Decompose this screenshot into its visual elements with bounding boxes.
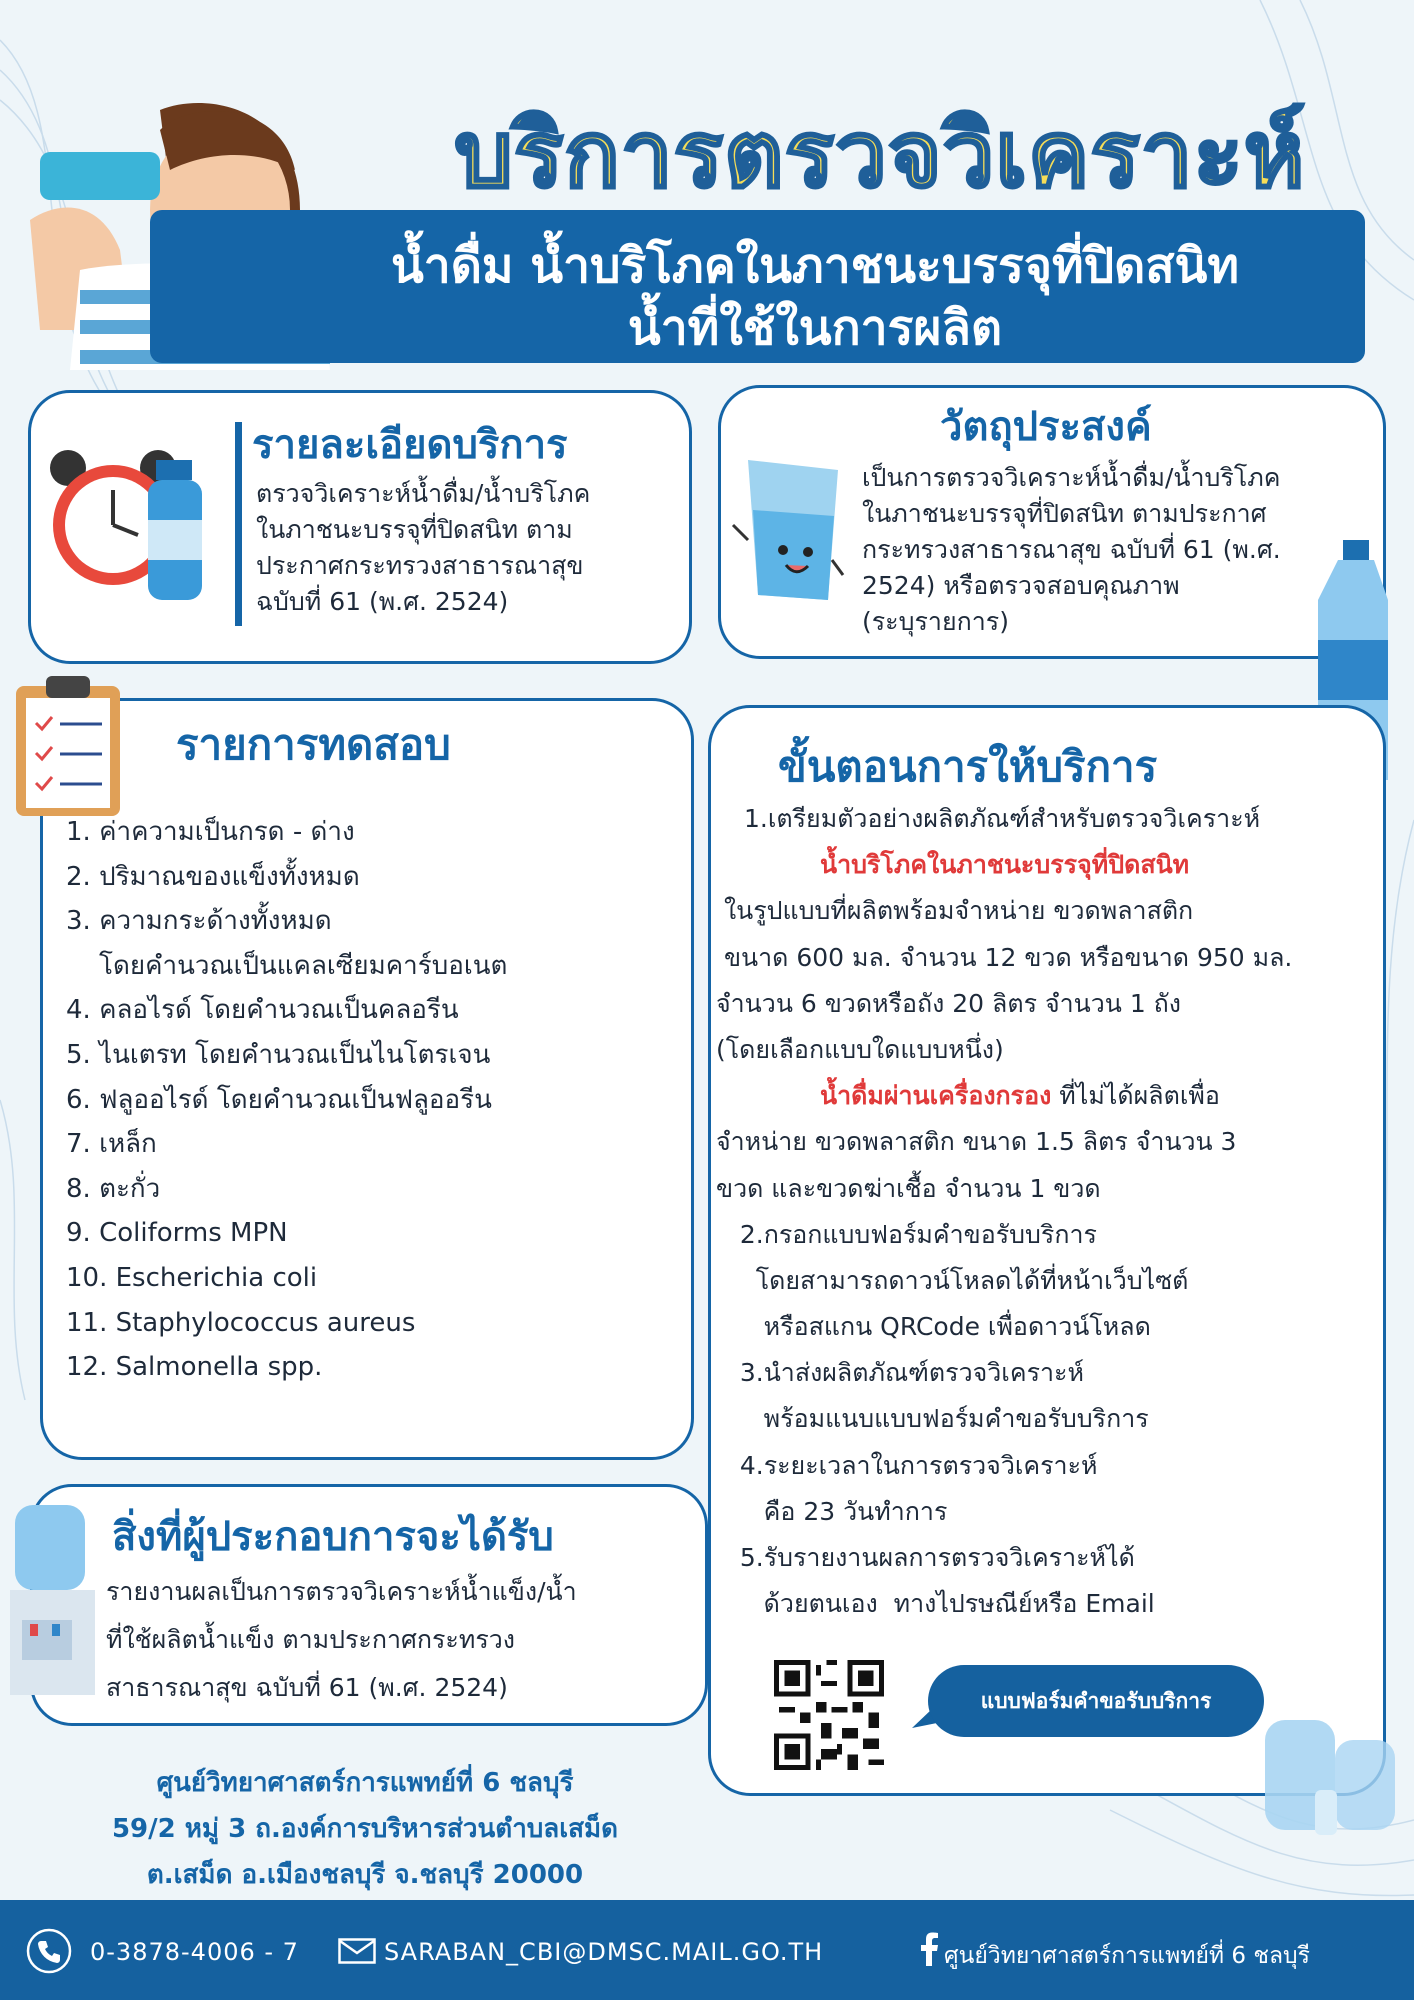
- phone-number[interactable]: 0-3878-4006 - 7: [90, 1938, 299, 1966]
- test-item: 8. ตะกั่ว: [66, 1173, 161, 1204]
- service-details-line: ฉบับที่ 61 (พ.ศ. 2524): [256, 587, 509, 616]
- test-item: 4. คลอไรด์ โดยคำนวณเป็นคลอรีน: [66, 995, 459, 1026]
- test-item: 2. ปริมาณของแข็งทั้งหมด: [66, 861, 360, 892]
- procedure-line: ในรูปแบบที่ผลิตพร้อมจำหน่าย ขวดพลาสติก: [716, 896, 1194, 926]
- test-item: 1. ค่าความเป็นกรด - ด่าง: [66, 817, 355, 847]
- address-line-2: 59/2 หมู่ 3 ถ.องค์การบริหารส่วนตำบลเสม็ด: [111, 1814, 619, 1844]
- procedure-line: จำนวน 6 ขวดหรือถัง 20 ลิตร จำนวน 1 ถัง: [716, 988, 1182, 1018]
- receive-line: ที่ใช้ผลิตน้ำแข็ง ตามประกาศกระทรวง: [106, 1625, 516, 1654]
- receive-line: สาธารณาสุข ฉบับที่ 61 (พ.ศ. 2524): [106, 1673, 508, 1702]
- procedure-line: 4.ระยะเวลาในการตรวจวิเคราะห์: [716, 1450, 1098, 1480]
- procedure-line: จำหน่าย ขวดพลาสติก ขนาด 1.5 ลิตร จำนวน 3: [716, 1127, 1237, 1157]
- test-item: 7. เหล็ก: [66, 1129, 157, 1160]
- procedure-line: ที่ไม่ได้ผลิตเพื่อ: [1051, 1081, 1220, 1111]
- mail-icon: [338, 1938, 376, 1964]
- service-details-title: รายละเอียดบริการ: [252, 422, 568, 468]
- procedure-line: ขนาด 600 มล. จำนวน 12 ขวด หรือขนาด 950 มล.: [716, 942, 1293, 972]
- receive-line: รายงานผลเป็นการตรวจวิเคราะห์น้ำแข็ง/น้ำ: [106, 1577, 577, 1606]
- test-item: 6. ฟลูออไรด์ โดยคำนวณเป็นฟลูออรีน: [66, 1084, 492, 1115]
- facebook-link[interactable]: ศูนย์วิทยาศาสตร์การแพทย์ที่ 6 ชลบุรี: [944, 1943, 1311, 1969]
- procedure-line: พร้อมแนบแบบฟอร์มคำขอรับบริการ: [716, 1404, 1149, 1434]
- phone-icon: [26, 1928, 72, 1974]
- test-item: 11. Staphylococcus aureus: [66, 1307, 416, 1338]
- objective-line: เป็นการตรวจวิเคราะห์น้ำดื่ม/น้ำบริโภค: [862, 463, 1281, 492]
- water-glass-mascot-icon: [728, 450, 848, 620]
- email-link[interactable]: SARABAN_CBI@DMSC.MAIL.GO.TH: [384, 1938, 824, 1966]
- service-details-line: ประกาศกระทรวงสาธารณาสุข: [256, 551, 584, 580]
- subtitle-line-2: น้ำที่ใช้ในการผลิต: [627, 300, 1003, 356]
- receive-title: สิ่งที่ผู้ประกอบการจะได้รับ: [112, 1514, 554, 1560]
- procedure-line: 5.รับรายงานผลการตรวจวิเคราะห์ได้: [716, 1543, 1135, 1572]
- test-item: 9. Coliforms MPN: [66, 1218, 288, 1249]
- procedure-line: 2.กรอกแบบฟอร์มคำขอรับบริการ: [716, 1219, 1097, 1249]
- procedure-line: โดยสามารถดาวน์โหลดได้ที่หน้าเว็บไซต์: [716, 1265, 1189, 1295]
- address-line-3: ต.เสม็ด อ.เมืองชลบุรี จ.ชลบุรี 20000: [146, 1860, 584, 1890]
- procedure-line: ด้วยตนเอง ทางไปรษณีย์หรือ Email: [716, 1589, 1155, 1619]
- tests-list: [66, 810, 507, 1390]
- service-details-line: ในภาชนะบรรจุที่ปิดสนิท ตาม: [256, 515, 573, 544]
- tests-title: รายการทดสอบ: [176, 720, 451, 769]
- objective-line: 2524) หรือตรวจสอบคุณภาพ: [862, 571, 1180, 600]
- test-item: 10. Escherichia coli: [66, 1262, 318, 1293]
- procedure-line-filter: [716, 1073, 1396, 1119]
- alarm-clock-icon: [38, 440, 218, 610]
- test-item: โดยคำนวณเป็นแคลเซียมคาร์บอเนต: [66, 950, 508, 981]
- service-details-text: [256, 476, 590, 620]
- procedure-line: คือ 23 วันทำการ: [716, 1496, 948, 1526]
- clipboard-checklist-icon: [8, 668, 128, 818]
- objective-line: (ระบุรายการ): [862, 607, 1009, 636]
- facebook-icon: [918, 1932, 940, 1966]
- procedure-highlight: น้ำดื่มผ่านเครื่องกรอง: [820, 1081, 1052, 1111]
- water-dispenser-icon: [0, 1500, 100, 1700]
- objective-line: ในภาชนะบรรจุที่ปิดสนิท ตามประกาศ: [862, 499, 1267, 528]
- test-item: 3. ความกระด้างทั้งหมด: [66, 906, 332, 937]
- subtitle-line-1: น้ำดื่ม น้ำบริโภคในภาชนะบรรจุที่ปิดสนิท: [390, 238, 1240, 294]
- receive-text: [106, 1568, 577, 1712]
- procedure-steps: [716, 796, 1396, 1627]
- test-item: 5. ไนเตรท โดยคำนวณเป็นไนโตรเจน: [66, 1039, 491, 1070]
- test-item: 12. Salmonella spp.: [66, 1352, 323, 1383]
- objective-line: กระทรวงสาธารณาสุข ฉบับที่ 61 (พ.ศ.: [862, 535, 1281, 564]
- accent-bar: [235, 422, 242, 626]
- address-line-1: ศูนย์วิทยาศาสตร์การแพทย์ที่ 6 ชลบุรี: [156, 1768, 574, 1798]
- procedure-line: 1.เตรียมตัวอย่างผลิตภัณฑ์สำหรับตรวจวิเคราะห์: [744, 804, 1261, 833]
- procedure-line: 3.นำส่งผลิตภัณฑ์ตรวจวิเคราะห์: [716, 1358, 1084, 1388]
- request-form-button[interactable]: แบบฟอร์มคำขอรับบริการ: [928, 1665, 1264, 1737]
- procedure-highlight: น้ำบริโภคในภาชนะบรรจุที่ปิดสนิท: [820, 850, 1190, 880]
- main-title: บริการตรวจวิเคราะห์: [454, 101, 1306, 208]
- objective-title: วัตถุประสงค์: [940, 404, 1152, 450]
- water-jugs-icon: [1255, 1690, 1405, 1840]
- objective-text: [862, 460, 1281, 640]
- procedure-line: (โดยเลือกแบบใดแบบหนึ่ง): [716, 1034, 1004, 1064]
- service-details-line: ตรวจวิเคราะห์น้ำดื่ม/น้ำบริโภค: [256, 479, 591, 508]
- procedure-title: ขั้นตอนการให้บริการ: [778, 742, 1158, 791]
- procedure-line: ขวด และขวดฆ่าเชื้อ จำนวน 1 ขวด: [716, 1173, 1101, 1203]
- procedure-line: หรือสแกน QRCode เพื่อดาวน์โหลด: [716, 1312, 1151, 1342]
- qr-code[interactable]: [774, 1660, 884, 1770]
